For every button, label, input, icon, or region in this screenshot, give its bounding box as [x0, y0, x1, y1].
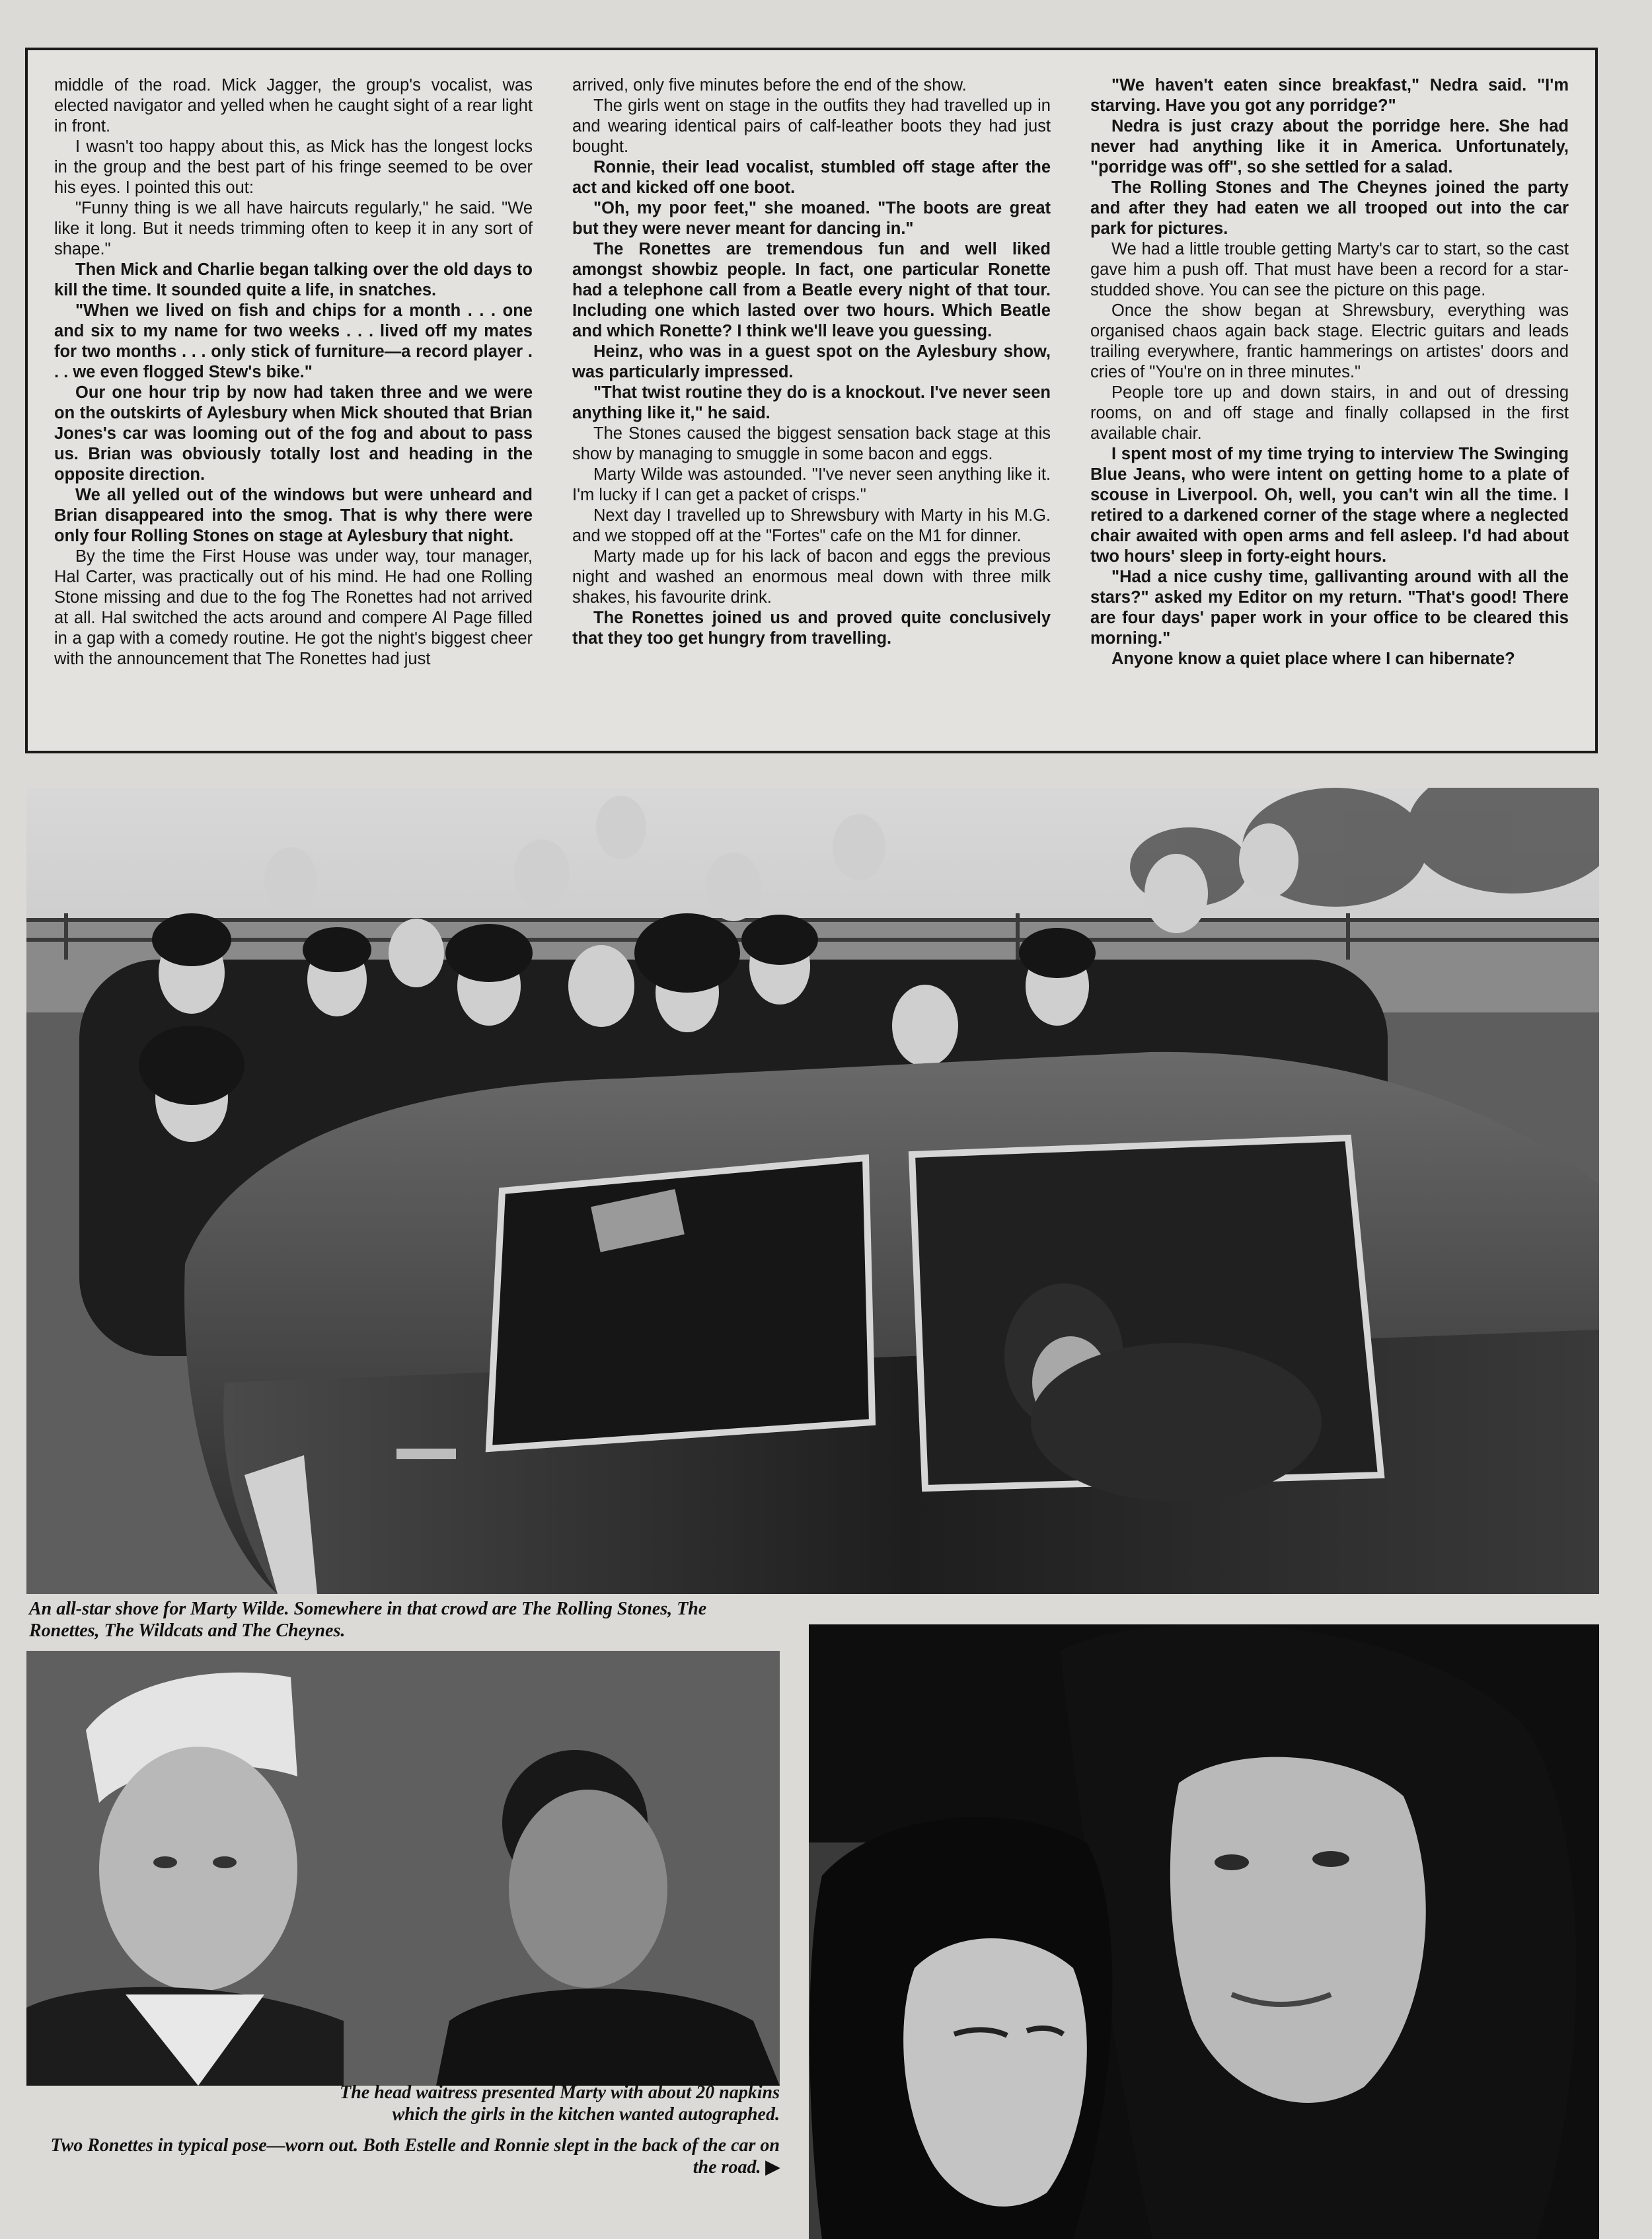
article-paragraph: Then Mick and Charlie began talking over the old days to kill the time. It sounded quite a life, in snatches.: [54, 260, 533, 299]
group-photo-caption: An all-star shove for Marty Wilde. Somewhere in that crowd are The Rolling Stones, The Ronettes, The Wildcats and The Cheynes.: [29, 1599, 707, 1641]
ronettes-photo-caption: [40, 2135, 780, 2178]
article-paragraph: Our one hour trip by now had taken three and we were on the outskirts of Aylesbury when Mick shouted that Brian Jones's car was looming out of the fog and about to pass us. Brian was obviously totally lost and heading in the opposite direction.: [54, 383, 533, 484]
article-column-1: [54, 75, 533, 738]
article-paragraph: Ronnie, their lead vocalist, stumbled off stage after the act and kicked off one boot.: [572, 158, 1051, 197]
waitress-photo-illustration: [26, 1651, 780, 2086]
article-paragraph: Nedra is just crazy about the porridge here. She had never had anything like it in America. Unfortunately, "porridge was off", so she settled for a salad.: [1090, 117, 1569, 176]
article-paragraph: We all yelled out of the windows but were unheard and Brian disappeared into the smog. That is why there were only four Rolling Stones on stage at Aylesbury that night.: [54, 486, 533, 545]
article-paragraph: "When we lived on fish and chips for a month . . . one and six to my name for two weeks . . . lived off my mates for two months . . . only stick of furniture—a record player . . . we even flogged Stew's bike.": [54, 301, 533, 381]
right-pointer-icon: ▶: [765, 2157, 780, 2178]
article-paragraph: The girls went on stage in the outfits they had travelled up in and wearing identical pairs of calf-leather boots they had just bought.: [572, 96, 1051, 156]
article-paragraph: The Ronettes joined us and proved quite conclusively that they too get hungry from travelling.: [572, 609, 1051, 648]
article-column-3: [1090, 75, 1569, 738]
article-paragraph: arrived, only five minutes before the end of the show.: [572, 76, 967, 95]
article-paragraph: Marty Wilde was astounded. "I've never seen anything like it. I'm lucky if I can get a packet of crisps.": [572, 465, 1051, 504]
article-paragraph: "Funny thing is we all have haircuts regularly," he said. "We like it long. But it needs trimming often to keep it in any sort of shape.": [54, 199, 533, 258]
group-pushing-car-photo: [26, 788, 1599, 1594]
two-ronettes-photo: [809, 1624, 1599, 2239]
ronettes-photo-illustration: [809, 1624, 1599, 2239]
article-paragraph: "We haven't eaten since breakfast," Nedra said. "I'm starving. Have you got any porridge?": [1090, 76, 1569, 115]
article-paragraph: People tore up and down stairs, in and out of dressing rooms, on and off stage and finally collapsed in the first available chair.: [1090, 383, 1569, 443]
article-column-2: [572, 75, 1051, 738]
group-photo-illustration: [26, 788, 1599, 1594]
article-paragraph: I spent most of my time trying to interview The Swinging Blue Jeans, who were intent on getting home to a plate of scouse in Liverpool. Oh, well, you can't win all the time. I retired to a darkened corner of the stage where a neglected chair awaited with open arms and fell asleep. I'd had about two hours' sleep in forty-eight hours.: [1090, 445, 1569, 566]
waitress-photo-caption: The head waitress presented Marty with about 20 napkins which the girls in the kitchen wanted autographed.: [340, 2082, 780, 2125]
article-paragraph: Once the show began at Shrewsbury, everything was organised chaos again back stage. Electric guitars and leads trailing everywhere, frantic hammerings on artistes' doors and cries of "You're on in three minutes.": [1090, 301, 1569, 381]
head-waitress-photo: [26, 1651, 780, 2086]
article-paragraph: The Ronettes are tremendous fun and well liked amongst showbiz people. In fact, one particular Ronette had a telephone call from a Beatle every night of that tour. Including one which lasted over two hours. Which Beatle and which Ronette? I think we'll leave you guessing.: [572, 240, 1051, 340]
article-text-box: [25, 48, 1598, 753]
article-paragraph: The Rolling Stones and The Cheynes joined the party and after they had eaten we all trooped out into the car park for pictures.: [1090, 178, 1569, 238]
ronettes-caption-text: Two Ronettes in typical pose—worn out. Both Estelle and Ronnie slept in the back of the car on the road.: [50, 2135, 780, 2178]
article-paragraph: Marty made up for his lack of bacon and eggs the previous night and washed an enormous meal down with three milk shakes, his favourite drink.: [572, 547, 1051, 607]
article-paragraph: middle of the road. Mick Jagger, the group's vocalist, was elected navigator and yelled when he caught sight of a rear light in front.: [54, 76, 533, 135]
article-paragraph: We had a little trouble getting Marty's car to start, so the cast gave him a push off. That must have been a record for a star-studded shove. You can see the picture on this page.: [1090, 240, 1569, 299]
article-paragraph: I wasn't too happy about this, as Mick has the longest locks in the group and the best part of his fringe seemed to be over his eyes. I pointed this out:: [54, 137, 533, 197]
article-paragraph: "That twist routine they do is a knockout. I've never seen anything like it," he said.: [572, 383, 1051, 422]
article-paragraph: By the time the First House was under way, tour manager, Hal Carter, was practically out of his mind. He had one Rolling Stone missing and due to the fog The Ronettes had not arrived at all. Hal switched the acts around and compere Al Page filled in a gap with a comedy routine. He got the night's biggest cheer with the announcement that The Ronettes had just: [54, 547, 533, 668]
article-paragraph: Next day I travelled up to Shrewsbury with Marty in his M.G. and we stopped off at the "Fortes" cafe on the M1 for dinner.: [572, 506, 1051, 545]
article-paragraph: The Stones caused the biggest sensation back stage at this show by managing to smuggle in some bacon and eggs.: [572, 424, 1051, 463]
article-paragraph: Heinz, who was in a guest spot on the Aylesbury show, was particularly impressed.: [572, 342, 1051, 381]
article-paragraph: Anyone know a quiet place where I can hibernate?: [1111, 650, 1515, 668]
article-paragraph: "Oh, my poor feet," she moaned. "The boots are great but they were never meant for dancing in.": [572, 199, 1051, 238]
article-paragraph: "Had a nice cushy time, gallivanting around with all the stars?" asked my Editor on my return. "That's good! There are four days' paper work in your office to be cleared this morning.": [1090, 568, 1569, 648]
